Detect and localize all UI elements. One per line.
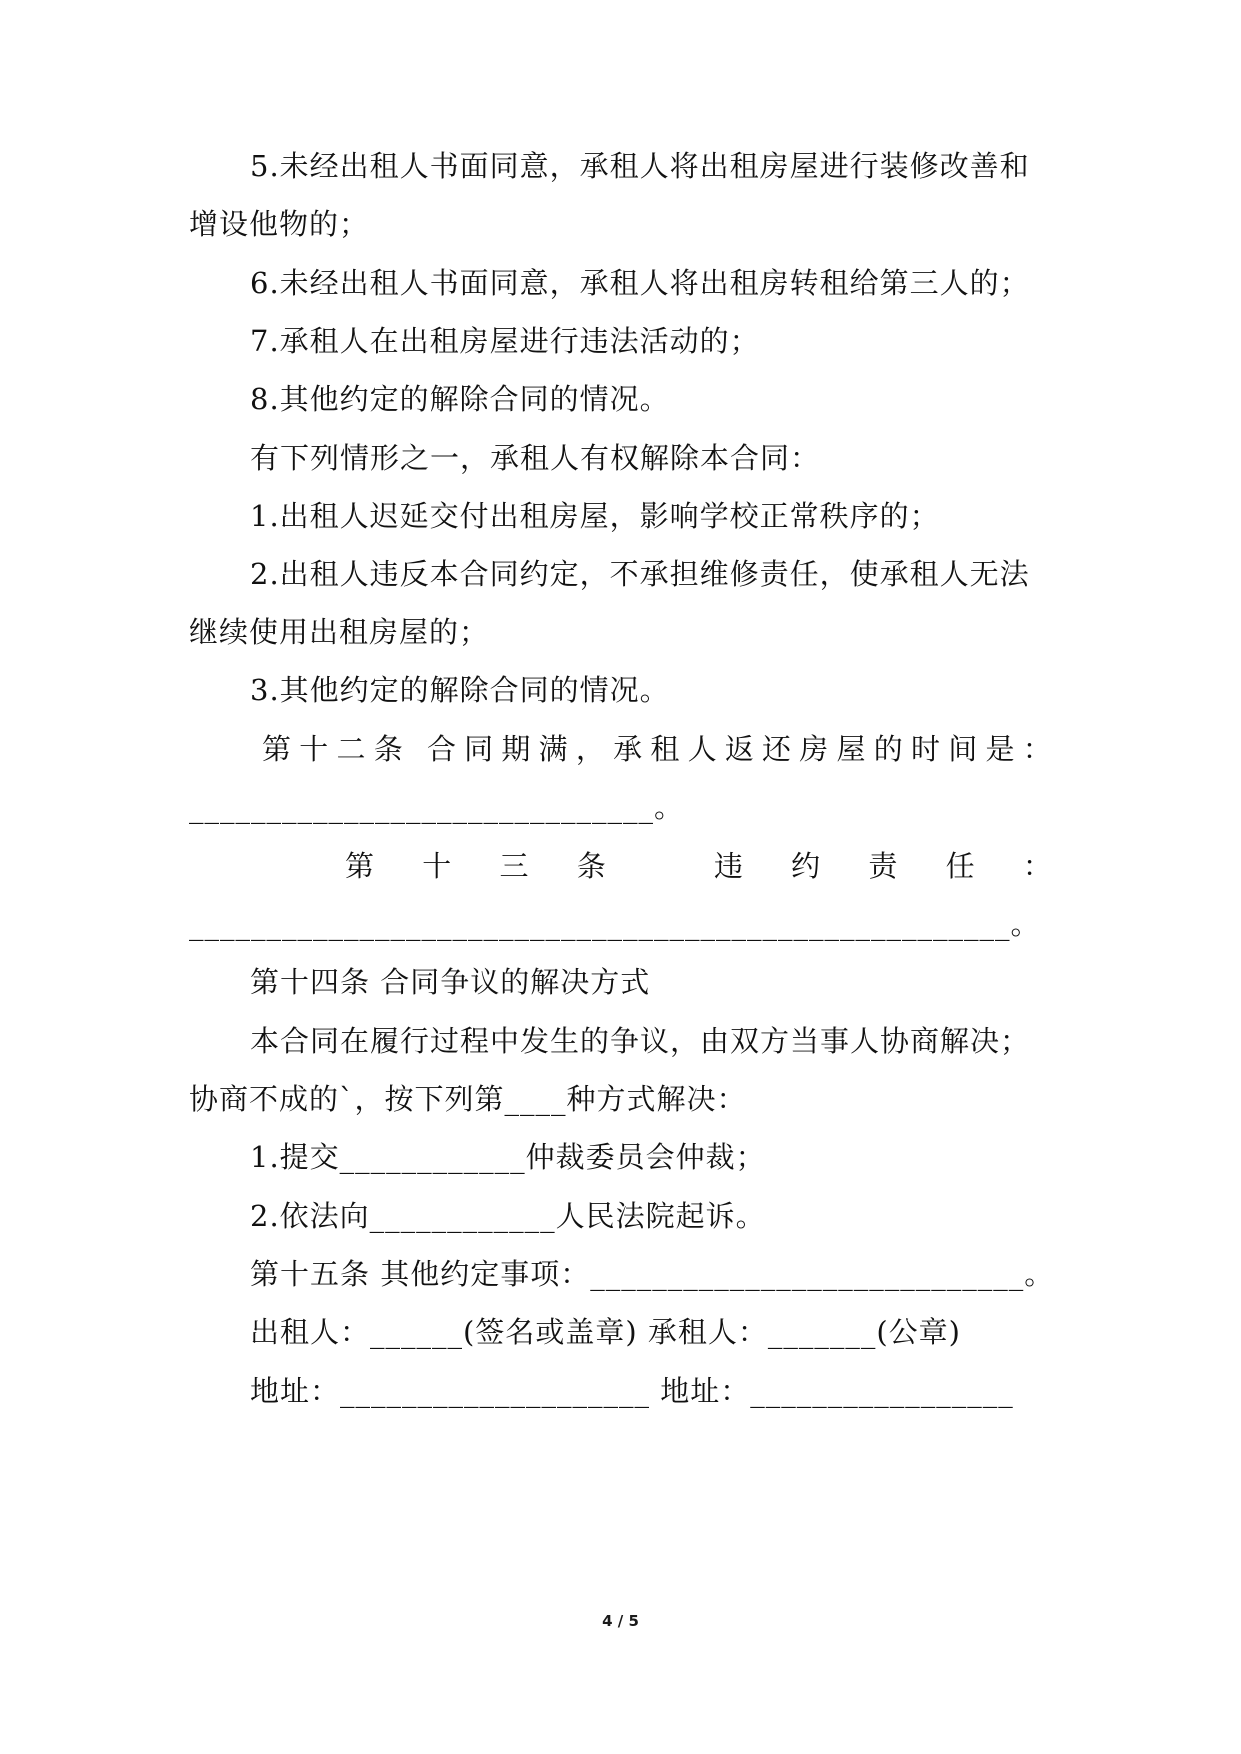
article-14-option-2: 2.依法向____________人民法院起诉。 [250, 1199, 766, 1233]
article-12-char: ， [575, 732, 606, 766]
article-13-char: 责 [868, 849, 899, 883]
article-12-char: 同 [464, 732, 495, 766]
clause-6: 6.未经出租人书面同意，承租人将出租房转租给第三人的； [250, 266, 1030, 300]
article-14-option-1: 1.提交____________仲裁委员会仲裁； [250, 1140, 766, 1174]
article-12-blank-line: ______________________________。 [189, 790, 685, 824]
article-14-body-line-1: 本合同在履行过程中发生的争议，由双方当事人协商解决； [250, 1024, 1031, 1058]
address-line: 地址：____________________ 地址：_________________ [250, 1374, 1014, 1408]
article-14-body-line-2: 协商不成的`，按下列第____种方式解决： [189, 1082, 747, 1116]
article-12-char: 租 [650, 732, 681, 766]
article-12-char: 返 [724, 732, 755, 766]
article-15: 第十五条 其他约定事项：____________________________。 [250, 1257, 1055, 1291]
article-12-char: 第 [262, 732, 293, 766]
clause-7: 7.承租人在出租房屋进行违法活动的； [250, 324, 760, 358]
article-13-char: ： [1022, 849, 1053, 883]
article-12-char: 是 [985, 732, 1016, 766]
article-13-char: 条 [576, 849, 607, 883]
article-12-heading [262, 731, 1053, 767]
article-13-heading [345, 848, 1053, 884]
lessee-clause-1: 1.出租人迟延交付出租房屋，影响学校正常秩序的； [250, 499, 940, 533]
lessee-clause-2-line-1: 2.出租人违反本合同约定，不承担维修责任，使承租人无法 [250, 557, 1030, 591]
article-13-char: 十 [422, 849, 453, 883]
article-12-char: 十 [299, 732, 330, 766]
article-12-char: 二 [336, 732, 367, 766]
signature-line: 出租人：______(签名或盖章) 承租人：_______(公章) [250, 1315, 961, 1349]
article-12-char: 的 [873, 732, 904, 766]
article-12-char: 间 [948, 732, 979, 766]
article-12-char: 条 [373, 732, 404, 766]
article-12-char: 合 [426, 732, 457, 766]
lessee-clause-3: 3.其他约定的解除合同的情况。 [250, 673, 670, 707]
article-12-char: 满 [538, 732, 569, 766]
article-13-char: 约 [791, 849, 822, 883]
article-12-char: 时 [910, 732, 941, 766]
article-13-char: 第 [345, 849, 376, 883]
article-13-blank-line: _____________________________________________________。 [189, 907, 1041, 941]
clause-5-line-1: 5.未经出租人书面同意，承租人将出租房屋进行装修改善和 [250, 149, 1030, 183]
clause-8: 8.其他约定的解除合同的情况。 [250, 382, 670, 416]
page-number: 4 / 5 [602, 1612, 639, 1630]
article-12-char: 还 [762, 732, 793, 766]
article-13-char: 违 [713, 849, 744, 883]
article-12-char: 期 [501, 732, 532, 766]
article-12-char: 人 [687, 732, 718, 766]
article-13-char: 任 [945, 849, 976, 883]
article-14-heading: 第十四条 合同争议的解决方式 [250, 965, 651, 999]
article-12-char: ： [1022, 732, 1053, 766]
lessee-clause-2-line-2: 继续使用出租房屋的； [189, 615, 490, 649]
article-12-char: 承 [613, 732, 644, 766]
article-12-char: 房 [799, 732, 830, 766]
article-12-char: 屋 [836, 732, 867, 766]
lessee-termination-intro: 有下列情形之一，承租人有权解除本合同： [250, 441, 821, 475]
article-13-char: 三 [499, 849, 530, 883]
clause-5-line-2: 增设他物的； [189, 207, 370, 241]
